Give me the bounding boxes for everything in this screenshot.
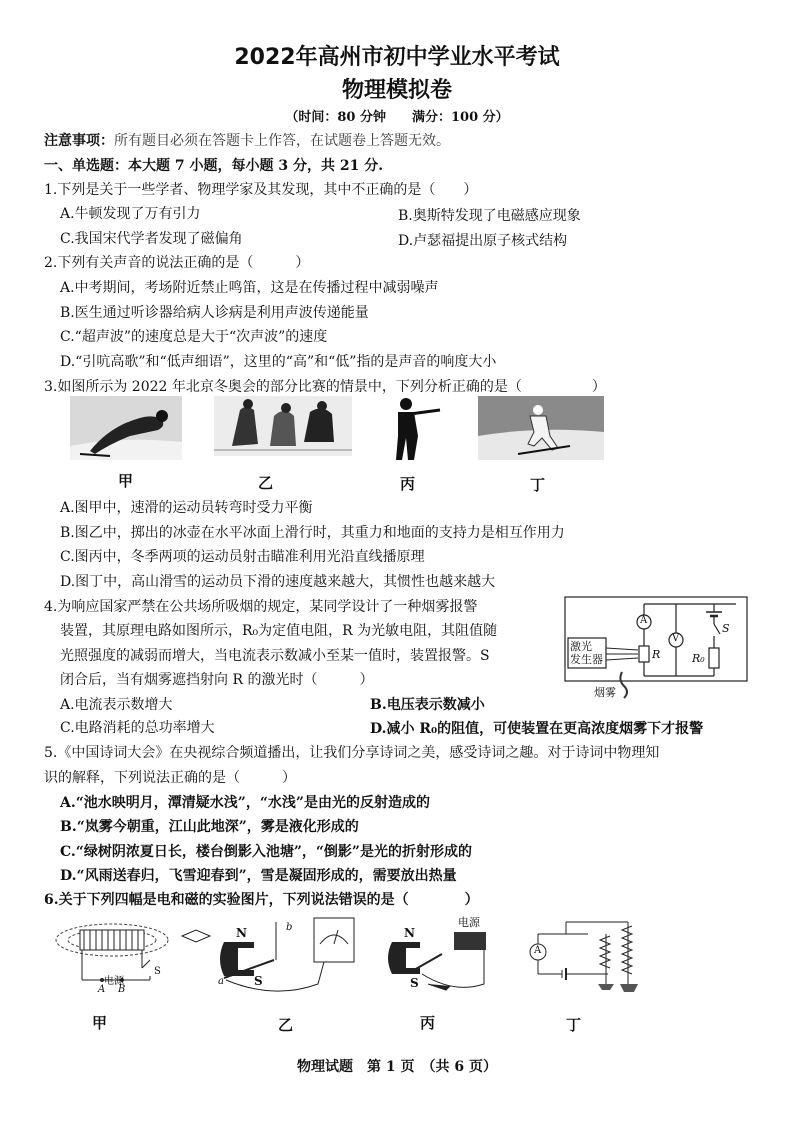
section-heading: 一、单选题：本大题 7 小题，每小题 3 分，共 21 分. (44, 158, 384, 174)
notice (44, 130, 450, 150)
q4-line-3: 光照强度的减弱而增大，当电流表示数减小至某一值时，装置报警。S (60, 648, 490, 664)
q3-photo-speed-skating (70, 396, 182, 460)
q1-stem: 1.下列是关于一些学者、物理学家及其发现，其中不正确的是（ ） (44, 182, 478, 198)
q5-option-d: D.“风雨送春归，飞雪迎春到”，雪是凝固形成的，需要放出热量 (60, 868, 457, 884)
q6-caption-yi: 乙 (278, 1016, 294, 1034)
q3-caption-yi: 乙 (258, 474, 274, 492)
smoke-label: 烟雾 (594, 686, 616, 699)
q2-option-c: C.“超声波”的速度总是大于“次声波”的速度 (60, 329, 328, 345)
q1-option-d: D.卢瑟福提出原子核式结构 (398, 233, 568, 249)
page-footer: 物理试题 第 1 页 （共 6 页） (297, 1059, 497, 1075)
q5-line-1: 5.《中国诗词大会》在央视综合频道播出，让我们分享诗词之美，感受诗词之趣。对于诗词中物理知 (44, 745, 660, 761)
q6-diagram-electromagnet (52, 918, 216, 998)
q1-option-c: C.我国宋代学者发现了磁偏角 (60, 231, 243, 247)
q6-caption-ding: 丁 (566, 1016, 582, 1034)
wire-b-label: b (286, 922, 293, 933)
exam-subtitle: 物理模拟卷 (341, 78, 452, 103)
q3-option-c: C.图丙中，冬季两项的运动员射击瞄准利用光沿直线播原理 (60, 549, 425, 565)
motor-power-label: 电源 (458, 916, 480, 929)
notice-label: 注意事项： (44, 133, 114, 149)
switch-label: S (722, 622, 730, 635)
notice-text: 所有题目必须在答题卡上作答，在试题卷上答题无效。 (114, 133, 450, 149)
q1-option-a: A.牛顿发现了万有引力 (60, 206, 201, 222)
q6-diagram-motor (384, 914, 504, 1000)
q4-option-b: B.电压表示数减小 (370, 697, 485, 713)
q4-option-d: D.减小 R₀的阻值，可使装置在更高浓度烟雾下才报警 (370, 721, 704, 737)
q4-option-a: A.电流表示数增大 (60, 697, 173, 713)
motor-magnet-s-label: S (410, 976, 419, 990)
electromagnet-power-label: 电源 (104, 976, 124, 987)
q3-option-a: A.图甲中，速滑的运动员转弯时受力平衡 (60, 500, 313, 516)
q3-option-b: B.图乙中，掷出的冰壶在水平冰面上滑行时，其重力和地面的支持力是相互作用力 (60, 525, 565, 541)
laser-label-line2: 发生器 (570, 653, 603, 666)
q3-stem: 3.如图所示为 2022 年北京冬奥会的部分比赛的情景中，下列分析正确的是（ ） (44, 379, 606, 395)
terminal-b-label: B (118, 984, 126, 995)
voltmeter-symbol: V (672, 633, 680, 644)
q5-option-c: C.“绿树阴浓夏日长，楼台倒影入池塘”，“倒影”是光的折射形成的 (60, 844, 472, 860)
q6-diagram-electromagnet-comparison (518, 914, 658, 1000)
ammeter-symbol: A (640, 615, 648, 626)
q3-caption-ding: 丁 (530, 476, 546, 494)
wire-a-label: a (218, 976, 224, 987)
laser-label-line1: 激光 (570, 640, 592, 653)
fixed-resistor-label: R₀ (692, 652, 705, 665)
q1-option-b: B.奥斯特发现了电磁感应现象 (398, 208, 581, 224)
q5-option-a: A.“池水映明月，潭清疑水浅”，“水浅”是由光的反射造成的 (60, 795, 430, 811)
laser-generator-label (570, 640, 603, 666)
motor-magnet-n-label: N (404, 926, 415, 940)
comparison-ammeter-symbol: A (534, 945, 542, 956)
q2-stem: 2.下列有关声音的说法正确的是（ ） (44, 255, 310, 271)
q2-option-b: B.医生通过听诊器给病人诊病是利用声波传递能量 (60, 305, 369, 321)
q6-stem: 6.关于下列四幅是电和磁的实验图片，下列说法错误的是（ ） (44, 892, 479, 908)
q3-photo-alpine-skiing (478, 396, 604, 460)
q6-diagram-induction (214, 914, 364, 1000)
magnet-s-label: S (254, 974, 263, 988)
q2-option-d: D.“引吭高歌”和“低声细语”，这里的“高”和“低”指的是声音的响度大小 (60, 354, 497, 370)
time-info: （时间：80 分钟 满分：100 分） (285, 110, 509, 125)
q4-line-2: 装置，其原理电路如图所示，R₀为定值电阻，R 为光敏电阻，其阻值随 (60, 623, 498, 639)
q6-caption-jia: 甲 (92, 1014, 108, 1032)
q4-line-4: 闭合后，当有烟雾遮挡射向 R 的激光时（ ） (60, 672, 374, 688)
terminal-a-label: A (98, 984, 106, 995)
q4-option-c: C.电路消耗的总功率增大 (60, 720, 215, 736)
q2-option-a: A.中考期间，考场附近禁止鸣笛，这是在传播过程中减弱噪声 (60, 280, 439, 296)
q4-line-1: 4.为响应国家严禁在公共场所吸烟的规定，某同学设计了一种烟雾报警 (44, 599, 478, 615)
q3-option-d: D.图丁中，高山滑雪的运动员下滑的速度越来越大，其惯性也越来越大 (60, 574, 496, 590)
electromagnet-switch-label: S (154, 966, 161, 977)
q5-option-b: B.“岚雾今朝重，江山此地深”，雾是液化形成的 (60, 819, 359, 835)
q4-circuit-diagram (564, 596, 748, 700)
q3-photo-biathlon (392, 396, 442, 464)
photoresistor-label: R (652, 648, 661, 661)
q3-photo-curling (214, 396, 352, 456)
q6-caption-bing: 丙 (420, 1014, 436, 1032)
exam-title: 2022年高州市初中学业水平考试 (234, 45, 560, 70)
q3-caption-jia: 甲 (118, 472, 134, 490)
q5-line-2: 识的解释，下列说法正确的是（ ） (44, 770, 296, 786)
q3-caption-bing: 丙 (400, 475, 416, 493)
magnet-n-label: N (236, 926, 247, 940)
